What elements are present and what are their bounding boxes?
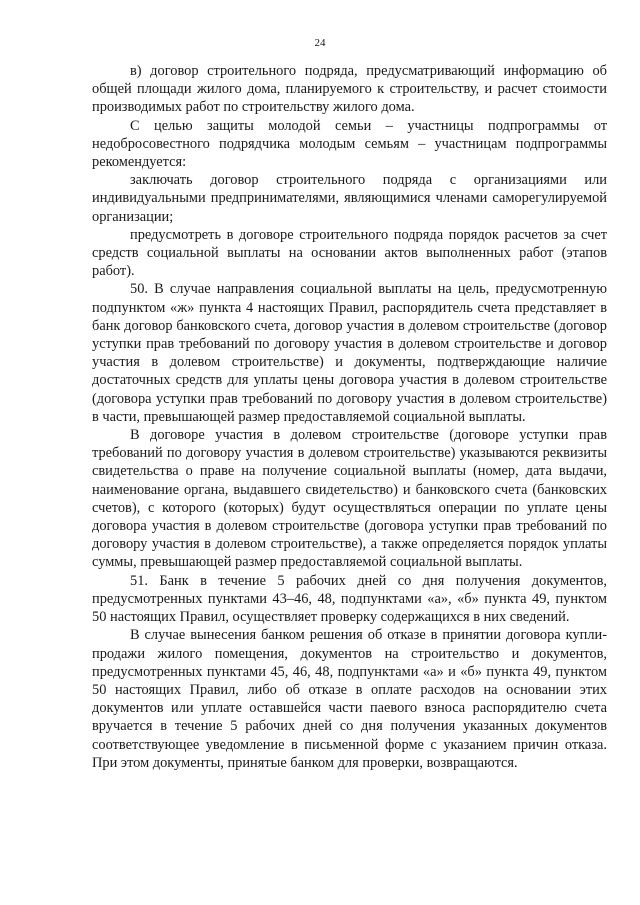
- paragraph-payment-procedure: предусмотреть в договоре строительного подряда порядок расчетов за счет средств социальной выплаты на основании актов выполненных работ (этапов работ).: [92, 226, 607, 280]
- paragraph-item-51: 51. Банк в течение 5 рабочих дней со дня получения документов, предусмотренных пунктами 43–46, 48, подпунктами «а», «б» пункта 49, пунктом 50 настоящих Правил, осуществляет проверку содержащихся в них сведений.: [92, 572, 607, 626]
- paragraph-contract-item-v: в) договор строительного подряда, предусматривающий информацию об общей площади жилого дома, планируемого к строительству, и расчет стоимости производимых работ по строительству жилого дома.: [92, 63, 607, 116]
- document-body: [92, 62, 607, 772]
- paragraph-shared-construction-details: В договоре участия в долевом строительстве (договоре уступки прав требований по договору участия в долевом строительстве) указываются реквизиты свидетельства о праве на получение социальной выплаты (номер, дата выдачи, наименование органа, выдавшего свидетельство) и банковского счета (банковских счетов), с которого (которых) будут осуществляться операции по уплате цены договора участия в долевом строительстве (договора уступки прав требований по договору участия в долевом строительстве), а также определяется порядок уплаты суммы, превышающей размер предоставляемой социальной выплаты.: [92, 427, 607, 571]
- paragraph-refusal-procedure: В случае вынесения банком решения об отказе в принятии договора купли-продажи жилого помещения, документов на строительство и документов, предусмотренных пунктами 45, 46, 48, подпунктами «а» и «б» пункта 49, пунктом 50 настоящих Правил, либо об отказе в оплате расходов на основании этих документов или уплате оставшейся части паевого взноса распорядителю счета вручается в течение 5 рабочих дней со дня получения указанных документов соответствующее уведомление в письменной форме с указанием причин отказа. При этом документы, принятые банком для проверки, возвращаются.: [92, 627, 607, 771]
- page-number: 24: [314, 37, 326, 49]
- paragraph-conclude-contract: заключать договор строительного подряда с организациями или индивидуальными предпринимателями, являющимися членами саморегулируемой организации;: [92, 172, 607, 225]
- paragraph-protection-recommendation: С целью защиты молодой семьи – участницы подпрограммы от недобросовестного подрядчика молодым семьям – участницам подпрограммы рекомендуется:: [92, 117, 607, 171]
- paragraph-item-50: 50. В случае направления социальной выплаты на цель, предусмотренную подпунктом «ж» пункта 4 настоящих Правил, распорядитель счета представляет в банк договор банковского счета, договор участия в долевом строительстве (договор уступки прав требований по договору участия в долевом строительстве и договор участия в долевом строительстве) и документы, подтверждающие наличие достаточных средств для уплаты цены договора участия в долевом строительстве (договора уступки прав требований по договору участия в долевом строительстве) в части, превышающей размер предоставляемой социальной выплаты.: [92, 281, 607, 425]
